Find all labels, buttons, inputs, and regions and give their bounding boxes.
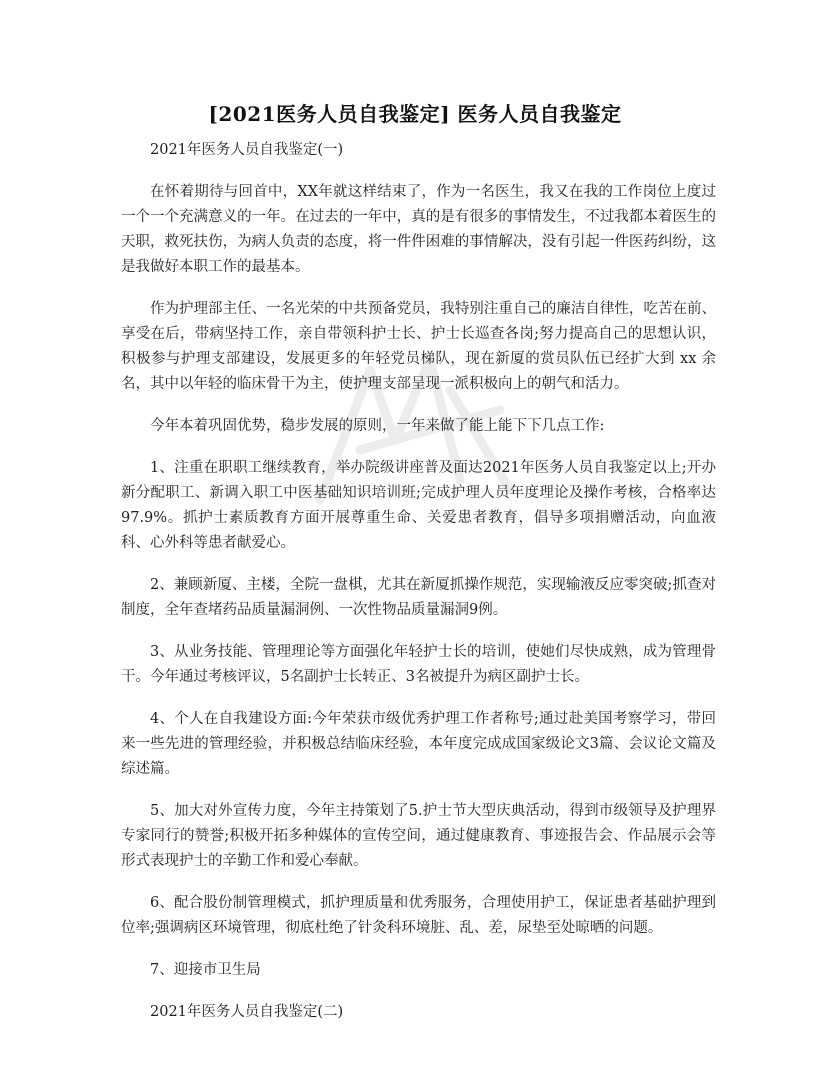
list-item-2: 2、兼顾新厦、主楼，全院一盘棋，尤其在新厦抓操作规范，实现输液反应零突破;抓查对制度，全年查堵药品质量漏洞例、一次性物品质量漏洞9例。 (121, 577, 716, 618)
list-item-6: 6、配合股份制管理模式，抓护理质量和优秀服务，合理使用护工，保证患者基础护理到位率;强调病区环境管理，彻底杜绝了针灸科环境脏、乱、差，尿垫至处晾晒的问题。 (121, 895, 716, 936)
section-heading-2: 2021年医务人员自我鉴定(二) (150, 1004, 344, 1020)
page-title: [2021医务人员自我鉴定] 医务人员自我鉴定 (208, 102, 622, 126)
list-item-1: 1、注重在职职工继续教育，举办院级讲座普及面达2021年医务人员自我鉴定以上;开办新分配职工、新调入职工中医基础知识培训班;完成护理人员年度理论及操作考核，合格率达 97.9%。抓护士素质教育方面开展尊重生命、关爱患者教育，倡导多项捐赠活动，向血液科、心外科等患者献爱心。 (121, 460, 716, 551)
list-item-5: 5、加大对外宣传力度，今年主持策划了5.护士节大型庆典活动，得到市级领导及护理界专家同行的赞誉;积极开拓多种媒体的宣传空间，通过健康教育、事迹报告会、作品展示会等形式表现护士的辛勤工作和爱心奉献。 (121, 803, 716, 869)
list-item-4: 4、个人在自我建设方面:今年荣获市级优秀护理工作者称号;通过赴美国考察学习，带回来一些先进的管理经验，并积极总结临床经验，本年度完成成国家级论文3篇、会议论文篇及综述篇。 (121, 711, 716, 777)
list-item-7: 7、迎接市卫生局 (150, 962, 261, 978)
list-item-3: 3、从业务技能、管理理论等方面强化年轻护士长的培训，使她们尽快成熟，成为管理骨干。今年通过考核评议，5名副护士长转正、3名被提升为病区副护士长。 (121, 644, 716, 685)
paragraph-intro: 在怀着期待与回首中，XX年就这样结束了，作为一名医生，我又在我的工作岗位上度过一个一个充满意义的一年。在过去的一年中，真的是有很多的事情发生，不过我都本着医生的天职，救死扶伤，为病人负责的态度，将一件件困难的事情解决，没有引起一件医药纠纷，这是我做好本职工作的最基本。 (121, 184, 716, 275)
document-body (121, 138, 716, 1042)
paragraph-role: 作为护理部主任、一名光荣的中共预备党员，我特别注重自己的廉洁自律性，吃苦在前、享受在后，带病坚持工作，亲自带领科护士长、护士长巡查各岗;努力提高自己的思想认识，积极参与护理支部建设，发展更多的年轻党员梯队，现在新厦的赏员队伍已经扩大到 xx 余名，其中以年轻的临床骨干为主，使护理支部呈现一派积极向上的朝气和活力。 (121, 301, 716, 392)
paragraph-principles: 今年本着巩固优势，稳步发展的原则，一年来做了能上能下下几点工作: (150, 418, 605, 434)
section-heading-1: 2021年医务人员自我鉴定(一) (150, 142, 344, 158)
